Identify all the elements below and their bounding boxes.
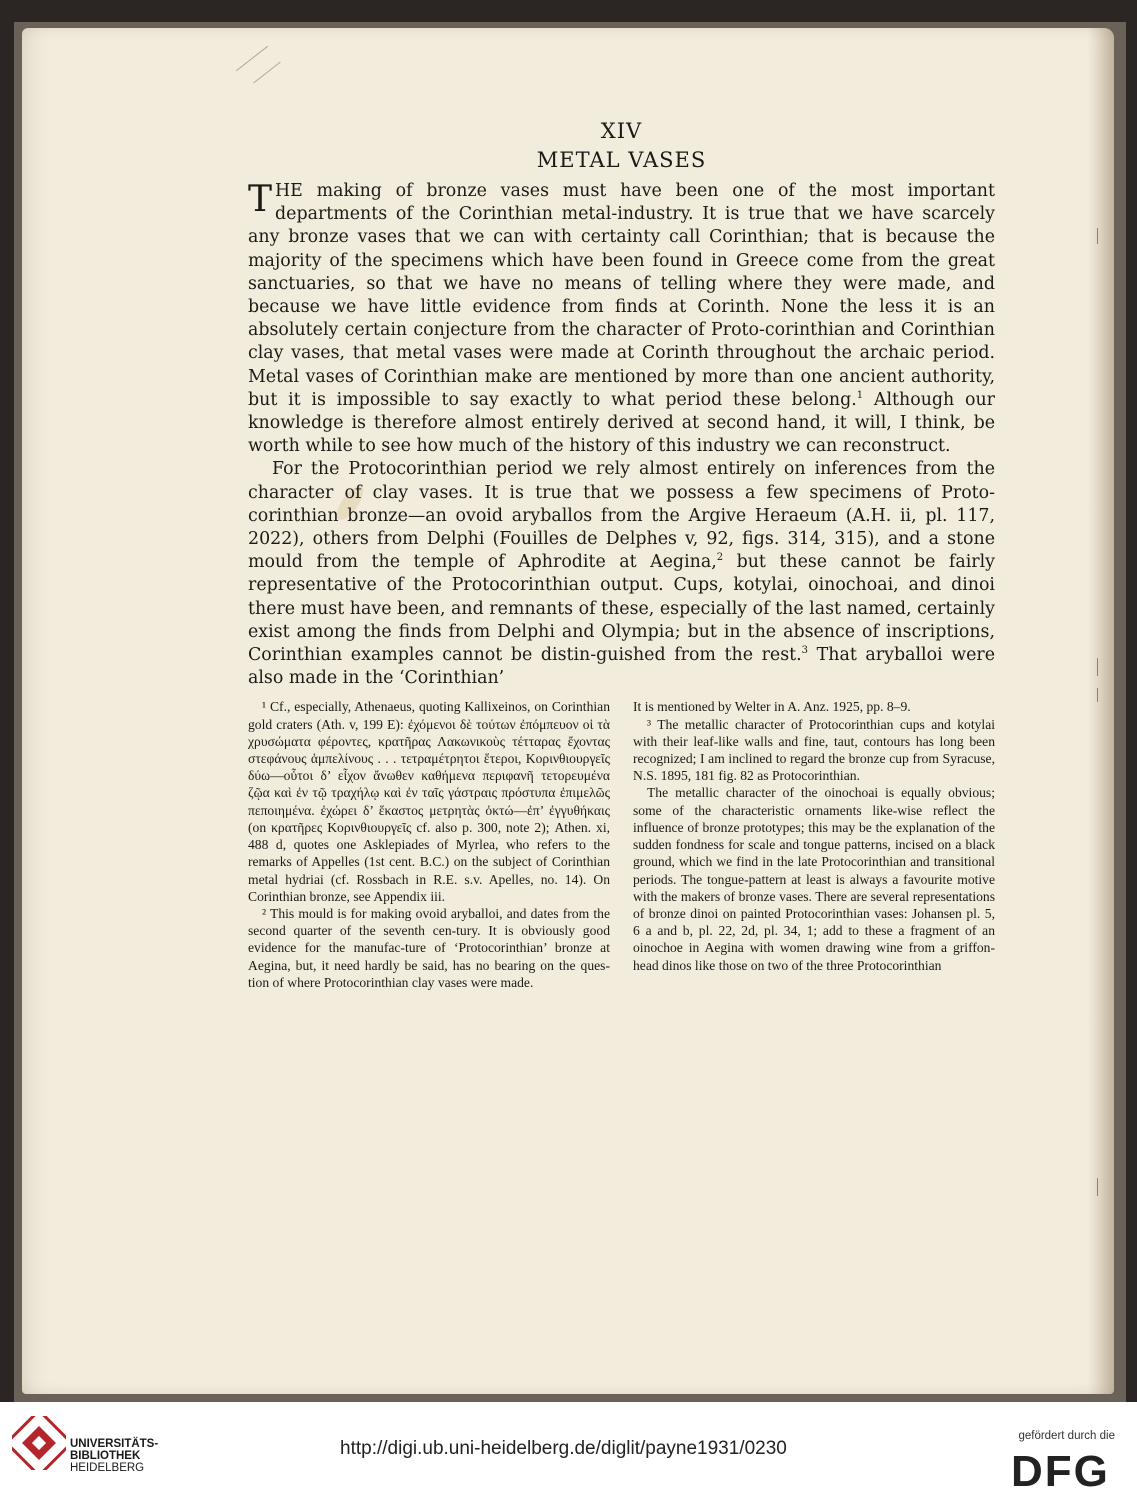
footnote-3-continued: The metallic character of the oinochoai is equally obvious; some of the characteristic ornaments like-wise reflect the influence of bronze prototypes; this may be the explanation of the sudden fondness for scale and tongue patterns, incised on a black ground, which we find in the late Protocorinthian and transitional periods. The tongue-pattern at least is always a favourite motive with the makers of bronze vases. There are several representations of bronze dinoi on painted Protocorinthian vases: Johansen pl. 5, 6 a and b, pl. 22, 2d, pl. 34, 1; add to these a fragment of an oinochoe in Aegina with women drawing wine from a griffon-head dinos like those on two of the three Protocorinthian [633, 785, 995, 973]
chapter-number: XIV [600, 119, 643, 143]
paragraph-text: but these cannot be fairly representative of the Protocorinthian output. Cups, kotylai, oinochoai, and dinoi there must have been, and remnants of these, especially of the last named, certainly exist among the finds from Delphi and Olympia; but in the absence of inscriptions, Corinthian examples cannot be distin-guished from the rest. [248, 552, 995, 666]
body-paragraph-1 [248, 180, 995, 458]
margin-tick [1097, 228, 1098, 244]
drop-cap: T [248, 179, 273, 220]
page-spine-shadow [1088, 28, 1114, 1394]
paragraph-text: Although our knowledge is therefore almost entirely derived at second hand, it will, I think, be worth while to see how much of the history of this industry we can reconstruct. [248, 389, 995, 457]
institution-line: BIBLIOTHEK [70, 1450, 141, 1462]
footnote-2: ² This mould is for making ovoid aryballoi, and dates from the second quarter of the seventh cen-tury. It is obviously good evidence for the manufac-ture of ‘Protocorinthian’ bronze at Aegina, but, it need hardly be said, has no bearing on the ques-tion of where Protocorinthian clay vases were made. [248, 905, 610, 990]
dfg-logo-text: DFG [1011, 1447, 1110, 1490]
footnote-column-right [633, 698, 995, 990]
footnote-column-left [248, 698, 610, 990]
margin-tick [1097, 658, 1098, 676]
institution-line: HEIDELBERG [70, 1462, 145, 1474]
paragraph-text: That aryballoi were also made in the ‘Corinthian’ [248, 645, 995, 689]
institution-line: UNIVERSITÄTS- [70, 1438, 159, 1450]
margin-tick [1097, 1178, 1098, 1196]
footnote-3: ³ The metallic character of Protocorinthian cups and kotylai with their leaf-like walls and fine, taut, contours has long been recognized; I am inclined to regard the bronze cup from Syracuse, N.S. 1895, 181 fig. 82 as Protocorinthian. [633, 716, 995, 784]
funded-by-label: gefördert durch die [1018, 1430, 1115, 1442]
footnote-1: ¹ Cf., especially, Athenaeus, quoting Kallixeinos, on Corinthian gold craters (Ath. v, 199 E): ἐχόμενοι δὲ τούτων ἐπόμπευον οἱ τὰ χρυσώματα φέροντες, κρατῆρας Λακωνικοὺς τέτταρας ἔχοντας στεφάνους ἀμπελίνους . . . τετραμέτρητοι ἕτεροι, Κορινθιουργεῖς δύω—οὗτοι δ’ εἶχον ἄνωθεν καθήμενα περιφανῆ τετορευμένα ζῷα καὶ ἐν τῷ τραχήλῳ καὶ ἐν ταῖς γάστραις πρόστυπα ἐπιμελῶς πεποιημένα. ἐχώρει δ’ ἕκαστος μετρητὰς ὀκτώ—ἐπ’ ἐγγυθήκαις (on κρατῆρες Κορινθιουργεῖς cf. also p. 300, note 2); Athen. xi, 488 d, quotes one Asklepiades of Myrlea, who refers to the remarks of Appelles (1st cent. B.C.) on the subject of Corinthian metal hydriai (cf. Rossbach in R.E. s.v. Apelles, no. 14). On Corinthian bronze, see Appendix iii. [248, 699, 610, 904]
pencil-mark [253, 62, 280, 84]
pencil-mark [236, 46, 268, 71]
paragraph-text: For the Protocorinthian period we rely almost entirely on inferences from the character of clay vases. It is true that we possess a few specimens of Proto-corinthian bronze—an ovoid aryballos from the Argive Heraeum (A.H. ii, pl. 117, 2022), others from Delphi (Fouilles de Delphes v, 92, figs. 314, 315), and a stone mould from the temple of Aphrodite at Aegina, [248, 459, 995, 573]
permalink-url[interactable]: http://digi.ub.uni-heidelberg.de/diglit/payne1931/0230 [340, 1438, 787, 1459]
footnote-ref: 3 [801, 645, 809, 657]
body-paragraph-2 [248, 458, 995, 690]
margin-tick [1097, 688, 1098, 702]
paragraph-text: HE making of bronze vases must have been one of the most important departments of the Corinthian metal-industry. It is true that we have scarcely any bronze vases that we can with certainty call Corinthian; that is because the majority of the specimens which have been found in Greece come from the great sanctuaries, so that we have no means of telling where they were made, and because we have little evidence from finds at Corinth. None the less it is an absolutely certain conjecture from the character of Proto-corinthian and Corinthian clay vases, that metal vases were made at Corinth throughout the archaic period. Metal vases of Corinthian make are mentioned by more than one ancient authority, but it is impossible to say exactly to what period these belong. [248, 181, 995, 410]
dfg-logo-icon [1009, 1446, 1117, 1490]
footnote-continuation: It is mentioned by Welter in A. Anz. 1925, pp. 8–9. [633, 699, 911, 715]
chapter-title: METAL VASES [536, 148, 707, 172]
viewer-footer [0, 1402, 1137, 1501]
footnote-ref: 2 [716, 552, 724, 564]
page-content [248, 118, 995, 991]
footnotes [248, 698, 995, 990]
university-seal-icon [12, 1416, 66, 1470]
institution-name [70, 1438, 210, 1474]
footnote-ref: 1 [856, 390, 864, 402]
